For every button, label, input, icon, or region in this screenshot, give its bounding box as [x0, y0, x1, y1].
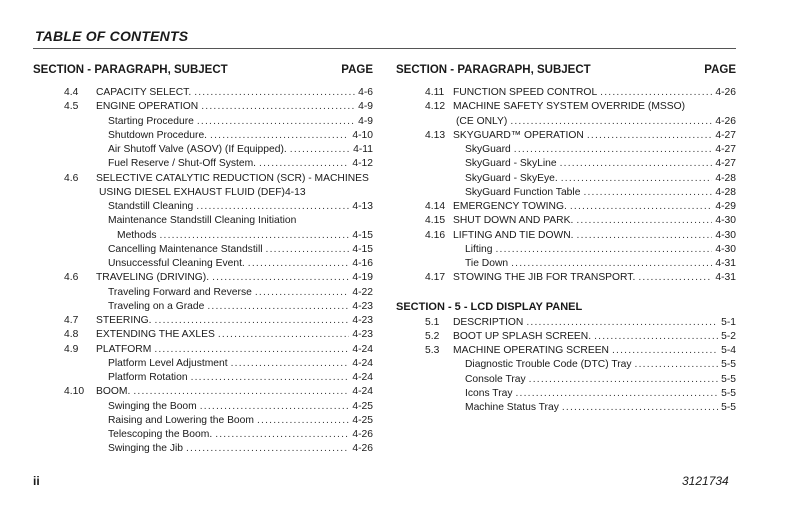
toc-entry-title: PLATFORM — [96, 343, 152, 355]
dot-leader — [560, 157, 713, 171]
toc-entry-title: STOWING THE JIB FOR TRANSPORT. — [453, 272, 636, 284]
toc-entry-title: Machine Status Tray — [465, 402, 559, 413]
toc-entry-page: 4-11 — [353, 144, 373, 155]
dot-leader — [133, 385, 349, 399]
toc-entry-title: Traveling Forward and Reverse — [108, 286, 252, 298]
dot-leader — [257, 414, 349, 428]
section-5-heading: SECTION - 5 - LCD DISPLAY PANEL — [396, 300, 583, 313]
toc-entry-title: TRAVELING (DRIVING). — [96, 272, 210, 284]
toc-entry-title: SkyGuard - SkyLine — [465, 158, 557, 170]
toc-entry[interactable] — [33, 257, 373, 271]
toc-entry[interactable] — [33, 357, 373, 371]
toc-entry-title: Cancelling Maintenance Standstill — [108, 243, 263, 255]
dot-leader — [511, 257, 712, 271]
dot-leader — [514, 143, 713, 157]
toc-entry[interactable] — [396, 157, 736, 171]
toc-entry[interactable] — [33, 328, 373, 342]
toc-entry-title: Diagnostic Trouble Code (DTC) Tray — [465, 359, 632, 371]
toc-entry-page: 4-27 — [715, 129, 736, 141]
toc-entry-page: 4-9 — [358, 101, 373, 113]
toc-entry-page: 4-15 — [352, 243, 373, 255]
dot-leader — [155, 314, 350, 328]
column-header-section: SECTION - PARAGRAPH, SUBJECT — [396, 64, 591, 76]
toc-entry-number: 5.3 — [425, 345, 440, 356]
toc-entry-title: Raising and Lowering the Boom — [108, 414, 254, 426]
toc-entry-title: FUNCTION SPEED CONTROL — [453, 87, 598, 98]
toc-entry-number: 4.16 — [425, 229, 446, 241]
toc-left-column — [33, 64, 373, 457]
toc-entry-number: 4.12 — [425, 101, 446, 113]
toc-entry-number: 4.6 — [64, 272, 79, 284]
toc-entry-title: DESCRIPTION — [453, 316, 524, 328]
column-header-page: PAGE — [704, 64, 736, 76]
toc-entry[interactable] — [396, 316, 736, 330]
toc-entry-number: 4.4 — [64, 87, 79, 98]
toc-entry[interactable] — [396, 358, 736, 372]
toc-entry[interactable] — [33, 143, 373, 157]
toc-entry-number: 4.5 — [64, 101, 79, 113]
toc-entry[interactable] — [396, 330, 736, 344]
toc-entry-page: 4-16 — [352, 258, 373, 269]
toc-entry[interactable] — [396, 115, 736, 129]
document-number: 3121734 — [682, 474, 729, 488]
dot-leader — [191, 371, 350, 385]
dot-leader — [635, 358, 719, 372]
toc-entry[interactable] — [396, 100, 736, 114]
toc-entry[interactable] — [33, 100, 373, 114]
toc-entry-title: LIFTING AND TIE DOWN. — [453, 229, 574, 241]
toc-entry-page: 4-23 — [352, 329, 373, 341]
toc-list-right — [396, 86, 736, 286]
toc-entry-page: 4-12 — [352, 158, 373, 170]
toc-entry[interactable] — [33, 300, 373, 314]
dot-leader — [583, 186, 712, 200]
toc-entry-page: 4-26 — [352, 443, 373, 455]
toc-entry-title: Fuel Reserve / Shut-Off System. — [108, 158, 257, 170]
toc-entry-title: Platform Rotation — [108, 372, 188, 383]
page-title: TABLE OF CONTENTS — [35, 28, 189, 44]
toc-entry-title: Standstill Cleaning — [108, 201, 194, 212]
dot-leader — [212, 271, 349, 285]
toc-entry-page: 4-30 — [715, 229, 736, 241]
dot-leader — [231, 357, 350, 371]
toc-entry[interactable] — [396, 387, 736, 401]
dot-leader — [194, 86, 355, 100]
toc-entry-page: 4-23 — [352, 315, 373, 326]
toc-entry-number: 4.13 — [425, 129, 446, 141]
dot-leader — [215, 428, 349, 442]
toc-entry-title: BOOT UP SPLASH SCREEN. — [453, 330, 592, 342]
toc-entry-title: CAPACITY SELECT. — [96, 87, 192, 98]
toc-entry[interactable] — [396, 186, 736, 200]
toc-entry-page: 4-28 — [715, 172, 736, 184]
toc-entry-number: 4.15 — [425, 215, 446, 227]
toc-entry[interactable] — [33, 243, 373, 257]
toc-entry[interactable] — [33, 428, 373, 442]
toc-entry-title: Shutdown Procedure. — [108, 129, 208, 141]
toc-entry[interactable] — [396, 86, 736, 100]
dot-leader — [248, 257, 350, 271]
toc-entry-page: 4-26 — [715, 115, 736, 127]
toc-entry-page: 4-26 — [715, 87, 736, 98]
toc-entry-page: 4-6 — [358, 87, 373, 98]
dot-leader — [266, 243, 350, 257]
toc-entry[interactable] — [396, 401, 736, 415]
toc-entry[interactable] — [33, 400, 373, 414]
toc-entry-title: Unsuccessful Cleaning Event. — [108, 258, 245, 269]
toc-right-column — [396, 64, 736, 415]
toc-entry[interactable] — [396, 373, 736, 387]
toc-entry-title: STEERING. — [96, 315, 152, 326]
toc-entry-title: Lifting — [465, 243, 493, 255]
column-header-page: PAGE — [341, 64, 373, 76]
toc-entry[interactable] — [33, 385, 373, 399]
toc-entry-title: SkyGuard - SkyEye. — [465, 172, 558, 184]
toc-entry-page: 4-24 — [352, 357, 373, 369]
toc-entry[interactable] — [33, 442, 373, 456]
toc-entry-page: 4-28 — [715, 186, 736, 198]
toc-list-left — [33, 86, 373, 457]
toc-entry-title: Platform Level Adjustment — [108, 357, 228, 369]
toc-entry-number: 5.1 — [425, 316, 440, 328]
dot-leader — [562, 401, 718, 415]
dot-leader — [612, 344, 718, 358]
toc-entry[interactable] — [33, 286, 373, 300]
toc-entry[interactable] — [396, 143, 736, 157]
toc-entry-title: Methods — [117, 229, 157, 241]
toc-entry-title: MACHINE SAFETY SYSTEM OVERRIDE (MSSO) — [453, 101, 686, 113]
dot-leader — [594, 330, 718, 344]
dot-leader — [197, 115, 355, 129]
toc-entry[interactable] — [396, 200, 736, 214]
dot-leader — [495, 243, 712, 257]
toc-entry[interactable] — [33, 371, 373, 385]
toc-entry-page: 4-19 — [352, 272, 373, 284]
toc-entry-page: 4-24 — [352, 343, 373, 355]
dot-leader — [516, 387, 719, 401]
dot-leader — [529, 373, 718, 387]
dot-leader — [561, 172, 713, 186]
toc-entry-page: 4-24 — [352, 372, 373, 383]
dot-leader — [210, 129, 349, 143]
title-rule — [33, 48, 736, 49]
dot-leader — [255, 286, 350, 300]
toc-entry-page: 4-25 — [352, 414, 373, 426]
column-header-section: SECTION - PARAGRAPH, SUBJECT — [33, 64, 228, 76]
toc-entry-page: 4-24 — [352, 386, 373, 398]
toc-entry-title: SkyGuard Function Table — [465, 186, 581, 198]
dot-leader — [290, 143, 350, 157]
dot-leader — [587, 129, 713, 143]
toc-entry-page: 4-23 — [352, 300, 373, 312]
toc-entry[interactable] — [33, 200, 373, 214]
dot-leader — [570, 200, 713, 214]
toc-entry-page: 4-29 — [715, 201, 736, 212]
dot-leader — [510, 115, 712, 129]
dot-leader — [638, 271, 712, 285]
toc-entry-title: EXTENDING THE AXLES — [96, 329, 215, 341]
toc-entry-page: 5-5 — [721, 387, 736, 399]
toc-entry-title: Starting Procedure — [108, 115, 194, 127]
toc-list-section-5 — [396, 316, 736, 416]
toc-entry-number: 4.7 — [64, 315, 79, 326]
toc-entry[interactable] — [33, 115, 373, 129]
dot-leader — [201, 100, 355, 114]
toc-entry-title: ENGINE OPERATION — [96, 101, 199, 113]
toc-entry-page: 5-5 — [721, 359, 736, 371]
toc-entry[interactable] — [33, 186, 373, 200]
dot-leader — [259, 157, 349, 171]
toc-entry-title: MACHINE OPERATING SCREEN — [453, 345, 609, 356]
toc-entry-title: EMERGENCY TOWING. — [453, 201, 567, 212]
toc-entry[interactable] — [396, 129, 736, 143]
toc-entry-title: Maintenance Standstill Cleaning Initiation — [108, 215, 297, 227]
page-number: ii — [33, 474, 40, 488]
toc-entry-page: 4-31 — [715, 258, 736, 269]
toc-entry-title: SHUT DOWN AND PARK. — [453, 215, 574, 227]
dot-leader — [160, 229, 350, 243]
dot-leader — [576, 214, 712, 228]
toc-entry[interactable] — [33, 157, 373, 171]
toc-entry-page: 4-13 — [352, 201, 373, 212]
toc-entry-title: (CE ONLY) — [456, 115, 508, 127]
toc-entry-number: 4.17 — [425, 272, 446, 284]
toc-entry-page: 4-27 — [715, 158, 736, 170]
toc-entry-page: 4-30 — [715, 215, 736, 227]
toc-entry-page: 5-1 — [721, 316, 736, 328]
toc-entry-page: 4-31 — [715, 272, 736, 284]
toc-entry[interactable] — [33, 343, 373, 357]
toc-entry-page: 5-5 — [721, 373, 736, 385]
toc-entry-page: 4-22 — [352, 286, 373, 298]
dot-leader — [600, 86, 712, 100]
toc-entry[interactable] — [396, 257, 736, 271]
column-header — [396, 64, 736, 79]
toc-entry-number: 4.11 — [425, 87, 445, 98]
toc-entry-page: 4-26 — [352, 429, 373, 440]
toc-entry[interactable] — [33, 229, 373, 243]
toc-entry[interactable] — [396, 172, 736, 186]
toc-entry-title: USING DIESEL EXHAUST FLUID (DEF)4-13 — [99, 186, 306, 198]
toc-entry-number: 4.9 — [64, 343, 79, 355]
toc-entry[interactable] — [396, 344, 736, 358]
toc-entry-title: Traveling on a Grade — [108, 300, 205, 312]
toc-entry-title: Icons Tray — [465, 387, 513, 399]
toc-entry-title: Telescoping the Boom. — [108, 429, 213, 440]
toc-entry[interactable] — [396, 243, 736, 257]
dot-leader — [207, 300, 349, 314]
toc-entry-page: 5-2 — [721, 330, 736, 342]
toc-entry-title: Tie Down — [465, 258, 509, 269]
toc-entry-title: SkyGuard — [465, 144, 511, 155]
toc-entry-page: 4-9 — [358, 115, 373, 127]
toc-entry[interactable] — [396, 271, 736, 285]
dot-leader — [200, 400, 350, 414]
toc-entry[interactable] — [396, 214, 736, 228]
toc-entry[interactable] — [33, 129, 373, 143]
toc-entry-page: 4-25 — [352, 400, 373, 412]
toc-entry-number: 4.8 — [64, 329, 79, 341]
toc-entry-number: 5.2 — [425, 330, 440, 342]
toc-entry[interactable] — [33, 172, 373, 186]
toc-entry[interactable] — [33, 414, 373, 428]
toc-entry-page: 4-15 — [352, 229, 373, 241]
toc-entry-title: Air Shutoff Valve (ASOV) (If Equipped). — [108, 144, 287, 155]
toc-entry[interactable] — [33, 271, 373, 285]
dot-leader — [154, 343, 349, 357]
dot-leader — [186, 442, 349, 456]
toc-entry[interactable] — [396, 229, 736, 243]
dot-leader — [577, 229, 713, 243]
toc-entry-number: 4.6 — [64, 172, 79, 184]
dot-leader — [218, 328, 350, 342]
toc-entry-number: 4.14 — [425, 201, 446, 212]
toc-entry-title: Console Tray — [465, 373, 526, 385]
dot-leader — [196, 200, 349, 214]
toc-entry-page: 4-10 — [352, 129, 373, 141]
toc-entry-page: 5-4 — [721, 345, 736, 356]
toc-entry[interactable] — [33, 314, 373, 328]
toc-entry-title: Swinging the Jib — [108, 443, 183, 455]
toc-entry-title: Swinging the Boom — [108, 400, 197, 412]
dot-leader — [526, 316, 718, 330]
toc-entry-number: 4.10 — [64, 386, 85, 398]
toc-entry-title: SELECTIVE CATALYTIC REDUCTION (SCR) - MACHINES — [96, 172, 369, 184]
toc-entry[interactable] — [33, 214, 373, 228]
column-header — [33, 64, 373, 79]
toc-entry-title: BOOM. — [96, 386, 131, 398]
toc-entry-page: 4-27 — [715, 144, 736, 155]
toc-entry-title: SKYGUARD™ OPERATION — [453, 129, 584, 141]
toc-entry-page: 5-5 — [721, 402, 736, 413]
toc-entry-page: 4-30 — [715, 243, 736, 255]
toc-entry[interactable] — [33, 86, 373, 100]
